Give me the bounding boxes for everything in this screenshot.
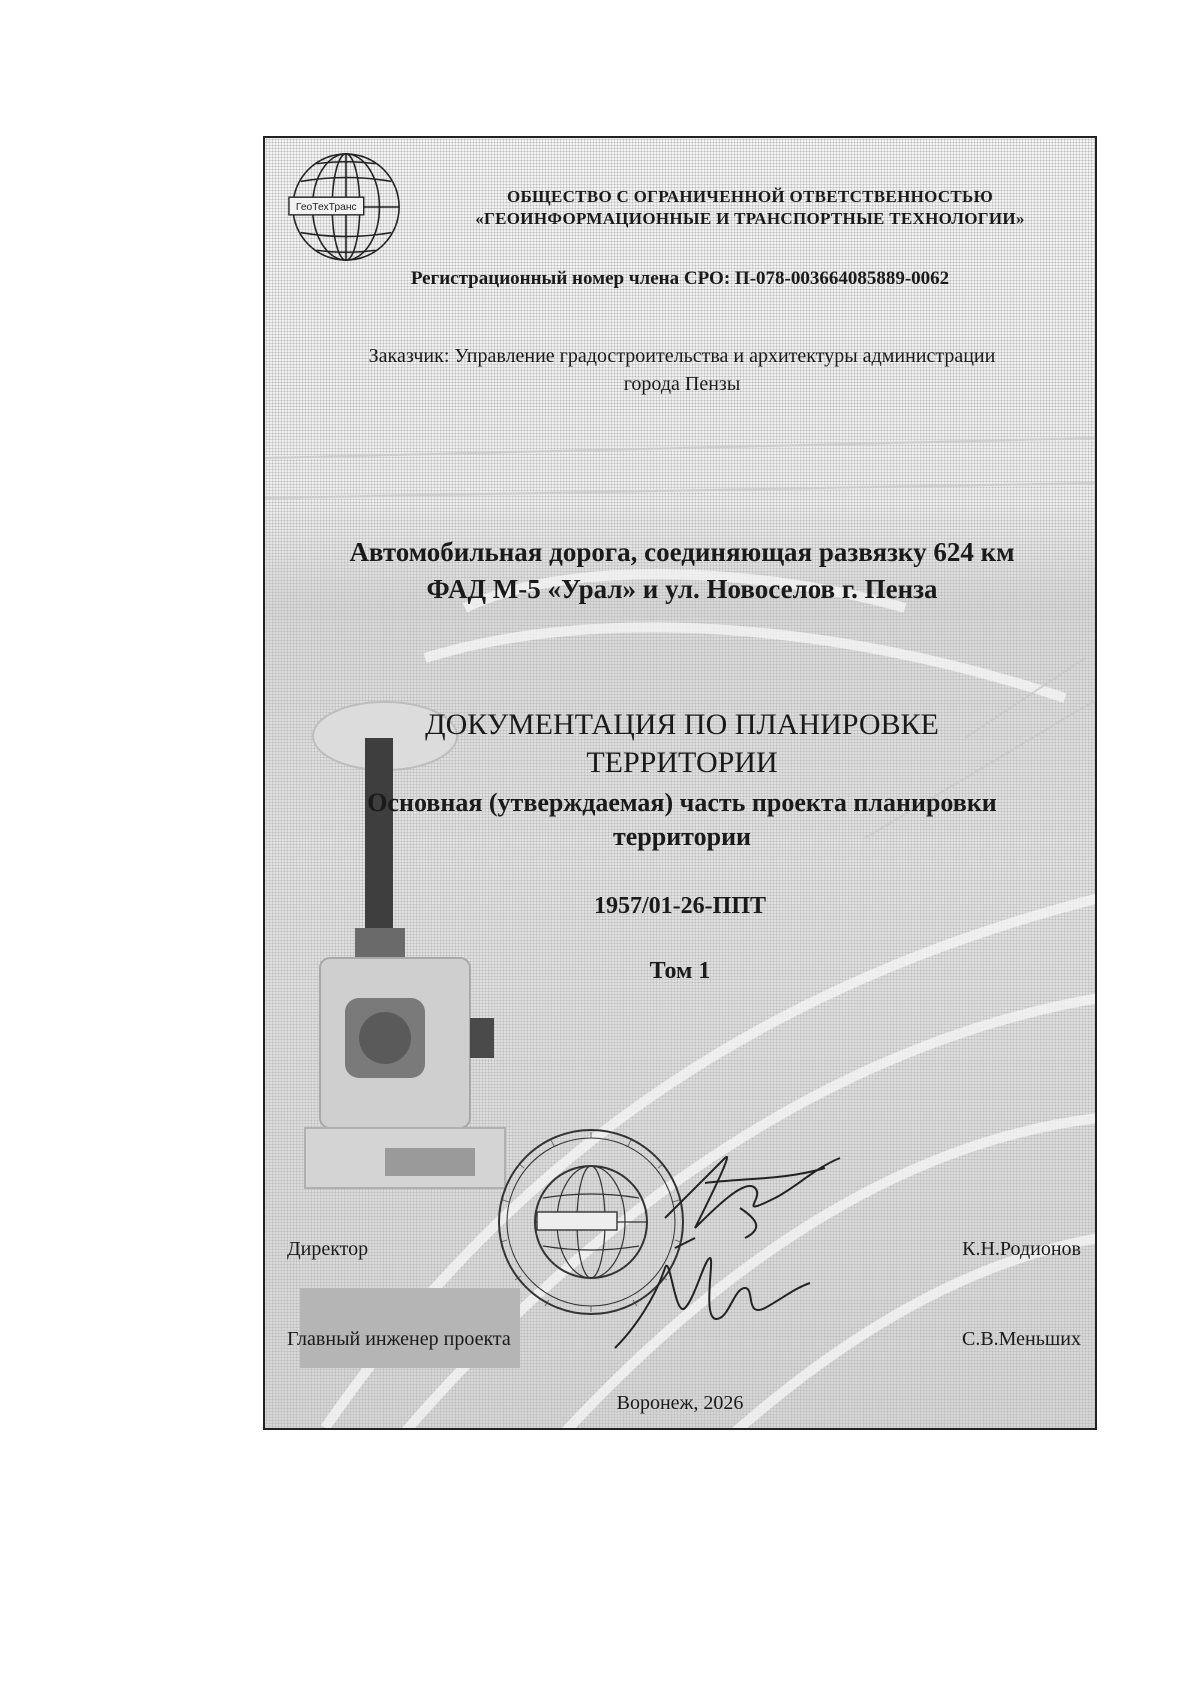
sro-registration-number: Регистрационный номер члена СРО: П-078-003664085889-0062 bbox=[410, 268, 950, 289]
customer-line1: Заказчик: Управление градостроительства и архитектуры администрации bbox=[368, 345, 996, 367]
volume-number: Том 1 bbox=[649, 958, 711, 984]
director-name: К.Н.Родионов bbox=[962, 1238, 1081, 1260]
document-subtitle-line2: территории bbox=[612, 822, 752, 851]
document-title bbox=[285, 706, 1079, 782]
engineer-signature bbox=[605, 1228, 815, 1358]
document-subtitle bbox=[285, 786, 1079, 854]
city-year: Воронеж, 2026 bbox=[616, 1392, 744, 1414]
director-label: Директор bbox=[287, 1238, 369, 1260]
road-title bbox=[285, 534, 1079, 608]
document-title-line1: ДОКУМЕНТАЦИЯ ПО ПЛАНИРОВКЕ bbox=[425, 708, 939, 741]
customer-line2: города Пензы bbox=[623, 373, 741, 395]
company-logo bbox=[287, 148, 405, 266]
organization-name bbox=[415, 186, 1085, 230]
chief-engineer-label: Главный инженер проекта bbox=[287, 1328, 511, 1350]
organization-name-line1: ОБЩЕСТВО С ОГРАНИЧЕННОЙ ОТВЕТСТВЕННОСТЬЮ bbox=[506, 187, 994, 206]
organization-name-line2: «ГЕОИНФОРМАЦИОННЫЕ И ТРАНСПОРТНЫЕ ТЕХНОЛОГИИ» bbox=[475, 209, 1025, 228]
document-code: 1957/01-26-ППТ bbox=[594, 893, 766, 919]
road-title-line2: ФАД М-5 «Урал» и ул. Новоселов г. Пенза bbox=[426, 574, 938, 604]
document-title-line2: ТЕРРИТОРИИ bbox=[586, 746, 778, 779]
document-subtitle-line1: Основная (утверждаемая) часть проекта планировки bbox=[367, 788, 997, 817]
logo-text: ГеоТехТранс bbox=[295, 201, 357, 213]
customer-block bbox=[285, 342, 1079, 398]
road-title-line1: Автомобильная дорога, соединяющая развязку 624 км bbox=[349, 537, 1015, 567]
chief-engineer-name: С.В.Меньших bbox=[961, 1328, 1081, 1350]
title-page-sheet bbox=[263, 136, 1097, 1430]
